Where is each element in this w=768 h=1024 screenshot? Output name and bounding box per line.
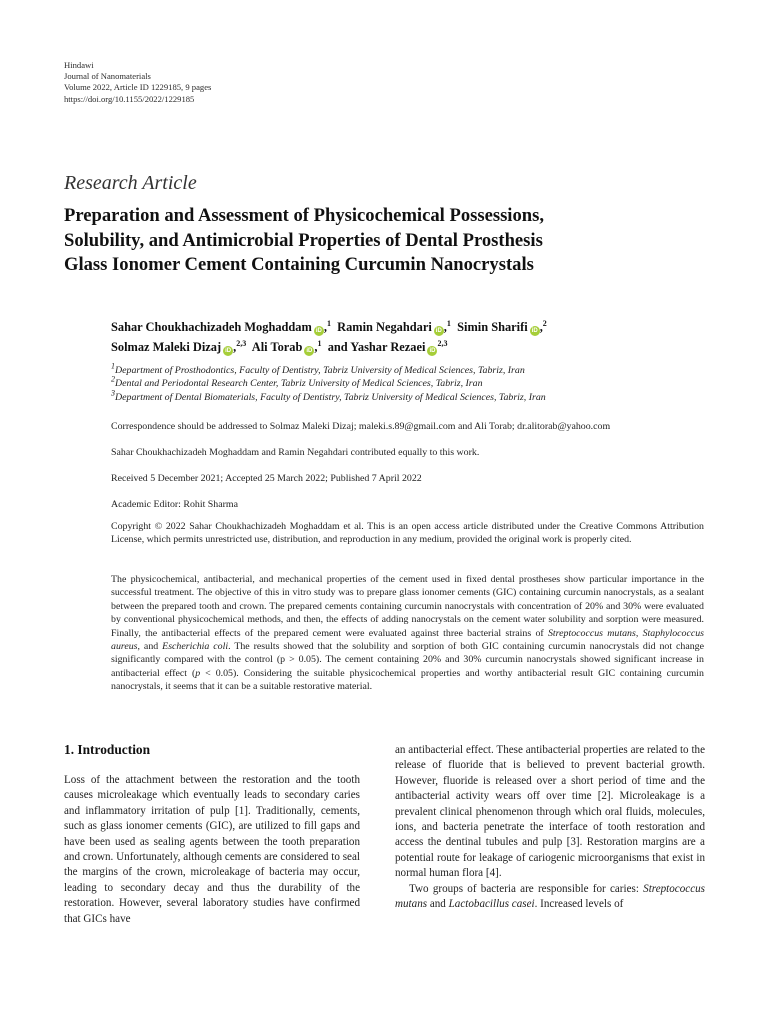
author-name: Ali Torab xyxy=(251,339,303,354)
author-name: Simin Sharifi xyxy=(457,320,528,334)
copyright-notice: Copyright © 2022 Sahar Choukhachizadeh Moghaddam et al. This is an open access article distributed under the Creative Commons Attribution License, which permits unrestricted use, distribution, and reproduction in any medium, provided the original work is properly cited. xyxy=(111,521,704,546)
paragraph: an antibacterial effect. These antibacterial properties are related to the release of fluoride that is believed to prevent bacterial growth. However, fluoride is released over a short period of time and the antibacterial activity wears off over time [2]. Microleakage is a prevalent clinical phenomenon through which oral fluids, molecules, ions, and bacteria penetrate the interface of tooth restoration and access the dentinal tubules and pulp [3]. Restoration margins are a potential route for leakage of cariogenic microorganisms that exist in normal human flora [4]. xyxy=(395,744,705,880)
correspondence: Correspondence should be addressed to Solmaz Maleki Dizaj; maleki.s.89@gmail.com and Ali Torab; dr.alitorab@yahoo.com xyxy=(111,421,611,432)
title-line: Glass Ionomer Cement Containing Curcumin Nanocrystals xyxy=(64,254,534,276)
academic-editor: Academic Editor: Rohit Sharma xyxy=(111,499,238,510)
author-name: Ramin Negahdari xyxy=(337,320,432,334)
author-name: Sahar Choukhachizadeh Moghaddam xyxy=(111,320,312,334)
publisher-name: Hindawi xyxy=(64,60,94,70)
orcid-icon[interactable]: iD xyxy=(315,328,322,334)
author-line: Sahar Choukhachizadeh Moghaddam iD ,$^1$ Ramin Negahdari iD ,$^1$ Simin Sharifi iD ,$^2$ xyxy=(111,318,547,334)
doi-link[interactable]: https://doi.org/10.1155/2022/1229185 xyxy=(64,93,195,104)
intro-right-column xyxy=(395,743,705,912)
author-affiliation-ref: 1 xyxy=(326,318,331,328)
orcid-icon[interactable]: iD xyxy=(429,347,436,354)
paragraph: Two groups of bacteria are responsible for caries: Streptococcus mutans and Lactobacillus casei. Increased levels of xyxy=(395,882,705,911)
orcid-icon[interactable]: iD xyxy=(435,328,442,334)
intro-left-column xyxy=(64,773,360,927)
affiliation: $^1$Department of Prosthodontics, Faculty of Dentistry, Tabriz University of Medical Sciences, Tabriz, Iran xyxy=(111,361,525,376)
journal-name: Journal of Nanomaterials xyxy=(64,71,151,82)
author-affiliation-ref: 2,3 xyxy=(236,338,247,348)
volume-info: Volume 2022, Article ID 1229185, 9 pages xyxy=(64,82,212,93)
paragraph: Loss of the attachment between the restoration and the tooth causes microleakage which eventually leads to secondary caries and inflammatory irritation of pulp [1]. Traditionally, cements, such as glass ionomer cements (GIC), are utilized to fill gaps and have been used as sealing agents between the tooth preparation and crown. Unfortunately, although cements are considered to seal the margins of the crown, microleakage of bacteria may occur, leading to secondary decay and thus the durability of the restoration. However, several laboratory studies have confirmed that GICs have xyxy=(64,774,360,925)
affiliation: $^3$Department of Dental Biomaterials, Faculty of Dentistry, Tabriz University of Medical Sciences, Tabriz, Iran xyxy=(111,388,546,403)
orcid-icon[interactable]: iD xyxy=(225,347,232,354)
title-line: Solubility, and Antimicrobial Properties of Dental Prosthesis xyxy=(64,229,543,251)
publication-dates: Received 5 December 2021; Accepted 25 March 2022; Published 7 April 2022 xyxy=(111,473,422,484)
author-line: Solmaz Maleki Dizaj iD ,$^{2,3}$ Ali Torab iD ,$^1$ and Yashar Rezaei iD$^{2,3}$ xyxy=(111,338,448,354)
author-affiliation-ref: 2 xyxy=(542,318,547,328)
section-heading: 1. Introduction xyxy=(64,742,151,757)
title-line: Preparation and Assessment of Physicochemical Possessions, xyxy=(64,205,544,226)
author-affiliation-ref: 1 xyxy=(317,338,322,348)
author-list xyxy=(111,318,711,357)
abstract: The physicochemical, antibacterial, and mechanical properties of the cement used in fixed dental prostheses show particular importance in the successful treatment. The objective of this in vitro study was to prepare glass ionomer cements (GIC) containing curcumin nanocrystals, as a sealant between the prepared tooth and crown. The prepared cements containing curcumin nanocrystals with concentration of 20% and 30% were evaluated by conventional physicochemical methods, and then, the effects of adding nanocrystals on the cement water solubility and sorption were measured. Finally, the antibacterial effects of the prepared cement were evaluated against three bacterial strains of Streptococcus mutans, Staphylococcus aureus, and Escherichia coli. The results showed that the solubility and sorption of both GIC containing curcumin nanocrystals did not change significantly compared with the control (p > 0.05). The cement containing 20% and 30% curcumin nanocrystals showed significant increase in antibacterial effect (p < 0.05). Considering the suitable physicochemical properties and worthy antibacterial result GIC containing curcumin nanocrystals, it seems that it can be a suitable restorative material. xyxy=(111,574,705,693)
author-name: Solmaz Maleki Dizaj xyxy=(111,339,222,354)
author-name: and Yashar Rezaei xyxy=(327,339,426,354)
orcid-icon[interactable]: iD xyxy=(306,347,313,354)
article-type: Research Article xyxy=(64,172,197,194)
author-affiliation-ref: 2,3 xyxy=(437,338,448,348)
orcid-icon[interactable]: iD xyxy=(531,328,538,334)
paper-title xyxy=(64,204,724,278)
affiliations xyxy=(111,361,546,404)
author-affiliation-ref: 1 xyxy=(446,318,451,328)
journal-masthead xyxy=(64,60,211,105)
affiliation: $^2$Dental and Periodontal Research Center, Tabriz University of Medical Sciences, Tabriz, Iran xyxy=(111,375,483,390)
equal-contribution-note: Sahar Choukhachizadeh Moghaddam and Ramin Negahdari contributed equally to this work. xyxy=(111,447,480,458)
